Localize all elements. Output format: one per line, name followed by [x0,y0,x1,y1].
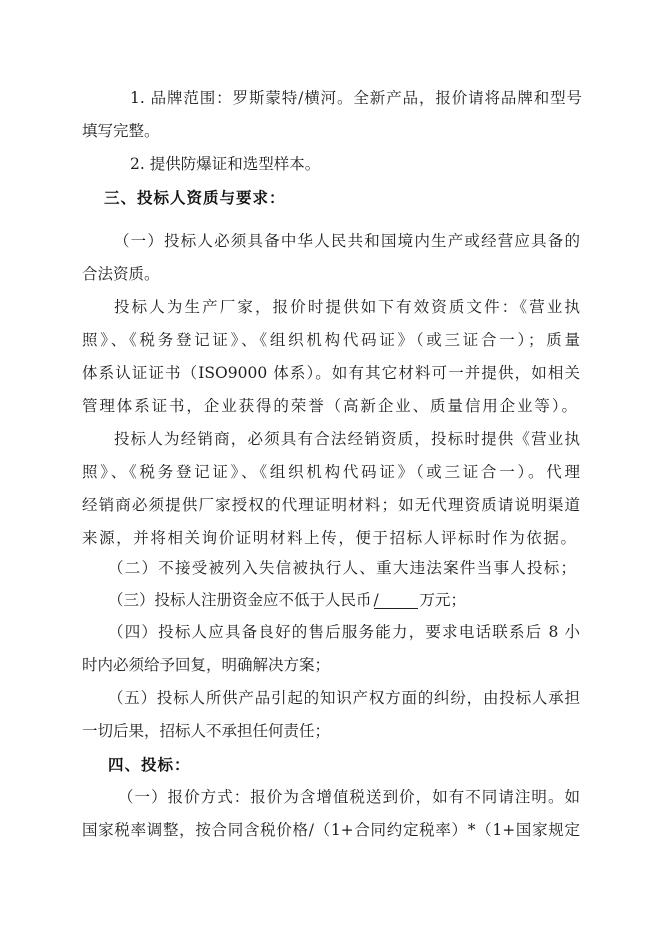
registered-capital-prefix: （三）投标人注册资金应不低于人民币 [108,591,372,609]
s3-p3-line-4: 来源，并将相关询价证明材料上传，便于招标人评标时作为依据。 [82,529,576,547]
registered-capital-blank: / [374,592,418,609]
s3-p7-line-1: （五）投标人所供产品引起的知识产权方面的纠纷，由投标人承担 [108,689,580,707]
s3-p7-line-2: 一切后果，招标人不承担任何责任； [82,722,331,740]
s3-p1-line-2: 合法资质。 [82,265,160,283]
s3-p2-line-1: 投标人为生产厂家，报价时提供如下有效资质文件：《营业执 [114,298,580,316]
registered-capital-suffix: 万元； [419,591,467,609]
s3-p2-line-2: 照》、《税务登记证》、《组织机构代码证》（或三证合一）；质量 [82,331,580,349]
section-3-heading: 三、投标人资质与要求： [104,189,286,207]
s4-p1-line-1: （一）报价方式：报价为含增值税送到价，如有不同请注明。如 [118,788,580,806]
s3-p4-line: （二）不接受被列入失信被执行人、重大违法案件当事人投标； [108,559,576,577]
s3-p6-line-2: 时内必须给予回复，明确解决方案； [82,656,331,674]
sample-requirement-line: 2. 提供防爆证和选型样本。 [130,155,321,173]
brand-range-line-1: 1. 品牌范围：罗斯蒙特/横河。全新产品，报价请将品牌和型号 [130,89,582,107]
s3-p1-line-1: （一）投标人必须具备中华人民共和国境内生产或经营应具备的 [114,232,580,250]
s3-p3-line-3: 经销商必须提供厂家授权的代理证明材料；如无代理资质请说明渠道 [82,496,580,514]
s3-p3-line-1: 投标人为经销商，必须具有合法经销资质，投标时提供《营业执 [114,430,580,448]
s3-p6-line-1: （四）投标人应具备良好的售后服务能力，要求电话联系后 8 小 [108,623,580,641]
s3-p3-line-2: 照》、《税务登记证》、《组织机构代码证》（或三证合一）。代理 [82,463,580,481]
section-4-heading: 四、投标： [108,756,191,774]
s4-p1-line-2: 国家税率调整，按合同含税价格/（1+合同约定税率）*（1+国家规定 [82,821,580,839]
s3-p2-line-4: 管理体系证书，企业获得的荣誉（高新企业、质量信用企业等）。 [82,397,577,415]
s3-p5-line [108,590,488,610]
brand-range-line-2: 填写完整。 [82,122,160,140]
s3-p2-line-3: 体系认证证书（ISO9000 体系）。如有其它材料可一并提供，如相关 [82,364,580,382]
